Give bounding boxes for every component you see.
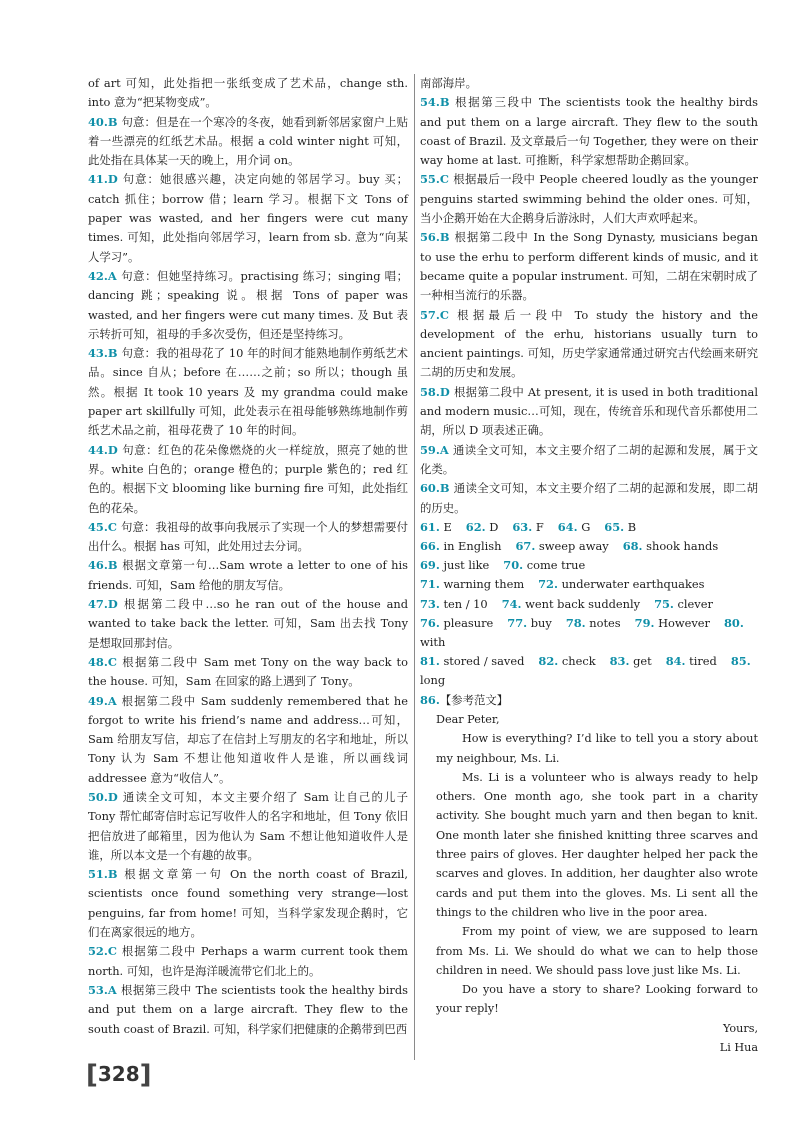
explanation-text: 通读全文可知，本文主要介绍了二胡的起源和发展，即二胡的历史。 [420, 481, 758, 515]
answer-text: long [420, 673, 446, 688]
answer-explanation [88, 595, 408, 653]
answer-row [420, 518, 758, 537]
answer-explanation [88, 788, 408, 865]
page-number [86, 1060, 152, 1090]
question-number: 45. [88, 519, 108, 534]
answer-letter: A [439, 442, 449, 457]
essay-label: 【参考范文】 [439, 692, 509, 707]
answer-text: E [443, 519, 452, 534]
page-number-bracket-open: [ [86, 1060, 98, 1090]
explanation-text: 根据第二段中 In the Song Dynasty, musicians began to use the erhu to perform different kinds of music, and it became quite a popular instrument. 可知，二胡在宋朝时成了一种相当流行的乐器。 [420, 230, 758, 303]
answer-letter: C [439, 307, 449, 322]
explanation-text: 根据最后一段中 To study the history and the development of the erhu, historians usually turn to ancient paintings. 可知，历史学家通常通过研究古代绘画来研究二胡的历史和发展。 [420, 307, 758, 380]
explanation-text: 根据第二段中 At present, it is used in both traditional and modern music…可知，现在，传统音乐和现代音乐都使用二胡，所以 D 项表述正确。 [420, 384, 758, 438]
answer-letter: B [439, 481, 450, 496]
answer-explanation [88, 981, 408, 1039]
answer-text: come true [526, 558, 586, 573]
explanation-text: 根据第二段中…so he ran out of the house and wanted to take back the letter. 可知，Sam 出去找 Tony 是想取回那封信。 [88, 597, 408, 650]
essay-number: 86. [420, 692, 440, 707]
answer-letter: C [107, 654, 117, 669]
short-answer [604, 520, 636, 534]
answer-letter: C [107, 519, 117, 534]
question-number: 59. [420, 442, 440, 457]
question-number: 61. [420, 519, 440, 534]
answer-letter: B [439, 95, 450, 110]
short-answer [420, 597, 488, 611]
answer-text: check [561, 654, 596, 669]
question-number: 50. [88, 789, 108, 804]
question-number: 40. [88, 114, 108, 129]
answer-letter: C [439, 172, 449, 187]
answer-explanation [420, 74, 758, 93]
answer-text: D [489, 519, 499, 534]
answer-letter: B [107, 114, 118, 129]
answer-explanation [88, 692, 408, 788]
answer-letter: D [107, 597, 118, 612]
answer-explanation [420, 228, 758, 305]
question-number: 85. [730, 654, 751, 669]
question-number: 69. [420, 558, 440, 573]
page-number-bracket-close: ] [139, 1060, 152, 1090]
right-column [420, 74, 758, 1057]
explanation-text: 通读全文可知，本文主要介绍了二胡的起源和发展，属于文化类。 [420, 442, 758, 476]
short-answer [420, 616, 493, 630]
essay-paragraph-4: Do you have a story to share? Looking forward to your reply! [436, 983, 758, 1016]
question-number: 81. [420, 654, 440, 669]
answer-letter: D [107, 172, 118, 187]
short-answer [515, 539, 608, 553]
answer-explanation [420, 93, 758, 170]
question-number: 60. [420, 481, 440, 496]
question-number: 49. [88, 693, 108, 708]
question-number: 41. [88, 172, 108, 187]
answer-explanation [88, 556, 408, 595]
answer-letter: A [107, 982, 117, 997]
essay-greeting: Dear Peter, [436, 712, 500, 726]
explanation-text: 根据第二段中 Sam suddenly remembered that he forgot to write his friend’s name and address…可知，Sam 给朋友写信，却忘了在信封上写朋友的名字和地址，所以 Tony 认为 Sam 不想让他知道收件人是谁，所以画线词 addressee 意为“收信人”。 [88, 693, 408, 785]
answer-text: However [658, 615, 710, 630]
answer-text: pleasure [443, 615, 494, 630]
explanation-text: 句意：但她坚持练习。practising 练习；singing 唱；dancing 跳；speaking 说。根据 Tons of paper was wasted, and her fingers were cut many times. 及 But 表示转折可知，祖母的手多次受伤，但还是坚持练习。 [88, 268, 408, 341]
essay-paragraph-1: How is everything? I’d like to tell you a story about my neighbour, Ms. Li. [436, 732, 758, 765]
question-number: 73. [420, 596, 440, 611]
short-answer [654, 597, 713, 611]
answer-row [420, 614, 758, 652]
answer-text: G [581, 519, 591, 534]
question-number: 72. [538, 577, 558, 592]
short-answer [466, 520, 499, 534]
short-answer [503, 558, 585, 572]
answer-explanation [420, 306, 758, 383]
question-number: 79. [634, 615, 655, 630]
question-number: 77. [507, 615, 528, 630]
answer-explanation [420, 170, 758, 228]
explanation-text: 根据第三段中 The scientists took the healthy birds and put them on a large aircraft. They flew to the south coast of Brazil. 及文章最后一句 Together, they were on their way home at last. 可推断，科学家想帮助企鹅回家。 [420, 95, 758, 168]
question-number: 55. [420, 172, 440, 187]
answer-explanation [88, 441, 408, 518]
explanation-text: 根据文章第一句…Sam wrote a letter to one of his friends. 可知，Sam 给他的朋友写信。 [88, 558, 408, 592]
page-number-value: 328 [97, 1062, 140, 1086]
explanation-text: 根据最后一段中 People cheered loudly as the younger penguins started swimming behind the older ones. 可知，当小企鹅开始在大企鹅身后游泳时，人们大声欢呼起来。 [420, 172, 758, 226]
answer-text: went back suddenly [525, 596, 641, 611]
explanation-text: 句意：红色的花朵像燃烧的火一样绽放，照亮了她的世界。white 白色的；orange 橙色的；purple 紫色的；red 红色的。根据下文 blooming like burning fire 可知，此处指红色的花朵。 [88, 442, 408, 515]
answer-explanation [88, 113, 408, 171]
left-column [88, 74, 408, 1039]
short-answer [538, 654, 595, 668]
question-number: 58. [420, 384, 440, 399]
answer-explanation [88, 267, 408, 344]
explanation-text: 通读全文可知，本文主要介绍了 Sam 让自己的儿子 Tony 帮忙邮寄信时忘记写收件人的名字和地址，但 Tony 依旧把信放进了邮箱里，因为他认为 Sam 不想让他知道收件人是谁，所以本文是一个有趣的故事。 [88, 789, 408, 862]
answer-letter: B [107, 346, 118, 361]
short-answer [666, 654, 717, 668]
question-number: 56. [420, 230, 440, 245]
question-number: 42. [88, 268, 108, 283]
essay-paragraph-3: From my point of view, we are supposed to learn from Ms. Li. We should do what we can to help those children in need. We should pass love just like Ms. Li. [436, 925, 758, 977]
answer-text: get [633, 654, 652, 669]
essay-header [420, 691, 758, 710]
answer-letter: D [439, 384, 450, 399]
answer-text: just like [443, 558, 490, 573]
question-number: 43. [88, 346, 108, 361]
question-number: 66. [420, 539, 440, 554]
answer-text: in English [443, 539, 502, 554]
answer-letter: A [107, 693, 117, 708]
question-number: 76. [420, 615, 440, 630]
short-answer [420, 558, 489, 572]
answer-text: buy [530, 615, 552, 630]
answer-row [420, 537, 758, 556]
answer-explanation [88, 344, 408, 440]
short-answer [538, 577, 704, 591]
question-number: 74. [501, 596, 522, 611]
answer-text: ten / 10 [443, 596, 488, 611]
answer-row [420, 595, 758, 614]
answer-text: underwater earthquakes [561, 577, 705, 592]
short-answer [420, 577, 524, 591]
answer-letter: B [439, 230, 450, 245]
question-number: 71. [420, 577, 440, 592]
explanation-text: 句意：我祖母的故事向我展示了实现一个人的梦想需要付出什么。根据 has 可知，此处用过去分词。 [88, 519, 408, 554]
explanation-text: 根据第三段中 The scientists took the healthy birds and put them on a large aircraft. They flew to the south coast of Brazil. 可知，科学家们把健康的企鹅带到巴西 [88, 982, 408, 1036]
question-number: 83. [609, 654, 630, 669]
short-answer [420, 539, 501, 553]
short-answer [512, 520, 543, 534]
answer-letter: D [107, 789, 118, 804]
short-answer [507, 616, 552, 630]
answer-letter: B [107, 558, 118, 573]
answer-row [420, 575, 758, 594]
question-number: 44. [88, 442, 108, 457]
question-number: 48. [88, 654, 108, 669]
short-answer [610, 654, 652, 668]
answer-text: B [627, 519, 637, 534]
explanation-text: 根据第二段中 Perhaps a warm current took them north. 可知，也许是海洋暖流带它们北上的。 [88, 944, 408, 978]
essay-paragraph-2: Ms. Li is a volunteer who is always ready to help others. One month ago, she took part in a charity activity. She bought much yarn and then began to knit. One month later she finished knitting three scarves and three pairs of gloves. Her daughter helped her pack the scarves and gloves. In addition, her daughter also wrote cards and put them into the gloves. Ms. Li sent all the things to the children who live in the poor area. [436, 770, 758, 919]
question-number: 62. [465, 519, 486, 534]
short-answer [558, 520, 591, 534]
question-number: 46. [88, 558, 108, 573]
short-answer [623, 539, 718, 553]
question-number: 47. [88, 597, 108, 612]
question-number: 75. [654, 596, 674, 611]
explanation-text: 句意：我的祖母花了 10 年的时间才能熟地制作剪纸艺术品。since 自从；before 在……之前；so 所以；though 虽然。根据 It took 10 years 及 my grandma could make paper art skillfully 可知，此处表示在祖母能够熟练地制作剪纸艺术品之前，祖母花费了 10 年的时间。 [88, 346, 408, 438]
short-answer [420, 654, 524, 668]
column-divider [414, 74, 415, 1060]
answer-text: F [535, 519, 544, 534]
answer-row [420, 556, 758, 575]
answer-letter: C [107, 944, 117, 959]
fill-in-answers [420, 518, 758, 691]
answer-letter: A [107, 268, 117, 283]
short-answer [635, 616, 710, 630]
answer-explanation [88, 865, 408, 942]
answer-text: tired [689, 654, 717, 669]
answer-row [420, 652, 758, 690]
answer-explanation [88, 518, 408, 557]
question-number: 80. [724, 615, 744, 630]
question-number: 53. [88, 982, 108, 997]
answer-text: clever [677, 596, 713, 611]
answer-text: stored / saved [443, 654, 525, 669]
question-number: 65. [604, 519, 625, 534]
explanation-text: 南部海岸。 [420, 76, 477, 90]
right-answers [420, 74, 758, 518]
answer-letter: D [107, 442, 118, 457]
explanation-text: 句意：她很感兴趣，决定向她的邻居学习。buy 买；catch 抓住；borrow 借；learn 学习。根据下文 Tons of paper was wasted, and her fingers were cut many times. 可知，此处指向邻居学习，learn from sb. 意为“向某人学习”。 [88, 172, 408, 264]
question-number: 67. [515, 539, 536, 554]
question-number: 82. [538, 654, 559, 669]
answer-text: shook hands [646, 539, 719, 554]
answer-explanation [420, 441, 758, 480]
question-number: 78. [565, 615, 586, 630]
essay-signature: Li Hua [719, 1041, 758, 1054]
answer-explanation [420, 479, 758, 518]
answer-text: sweep away [538, 539, 609, 554]
explanation-text: 根据文章第一句 On the north coast of Brazil, scientists once found something very strange—lost penguins, far from home! 可知，当科学家发现企鹅时，它们在离家很远的地方。 [88, 867, 408, 940]
question-number: 70. [503, 558, 524, 573]
answer-explanation [420, 383, 758, 441]
question-number: 57. [420, 307, 440, 322]
question-number: 84. [665, 654, 686, 669]
question-number: 52. [88, 944, 108, 959]
question-number: 54. [420, 95, 440, 110]
answer-text: warning them [443, 577, 525, 592]
model-essay [420, 710, 758, 1057]
essay-closing: Yours, [723, 1021, 758, 1035]
answer-explanation [88, 942, 408, 981]
explanation-text: 句意：但是在一个寒冷的冬夜，她看到新邻居家窗户上贴着一些漂亮的红纸艺术品。根据 a cold winter night 可知，此处指在具体某一天的晚上，用介词 on。 [88, 114, 408, 168]
explanation-text: of art 可知，此处指把一张纸变成了艺术品，change sth. into 意为“把某物变成”。 [88, 76, 408, 110]
answer-explanation [88, 74, 408, 113]
answer-explanation [88, 170, 408, 266]
answer-letter: B [107, 867, 118, 882]
question-number: 63. [512, 519, 533, 534]
question-number: 51. [88, 867, 108, 882]
short-answer [420, 520, 452, 534]
short-answer [502, 597, 640, 611]
answer-text: with [420, 635, 446, 650]
short-answer [566, 616, 621, 630]
answer-explanation [88, 653, 408, 692]
question-number: 64. [557, 519, 578, 534]
answer-text: notes [589, 615, 621, 630]
question-number: 68. [622, 539, 643, 554]
explanation-text: 根据第二段中 Sam met Tony on the way back to the house. 可知，Sam 在回家的路上遇到了 Tony。 [88, 654, 408, 689]
